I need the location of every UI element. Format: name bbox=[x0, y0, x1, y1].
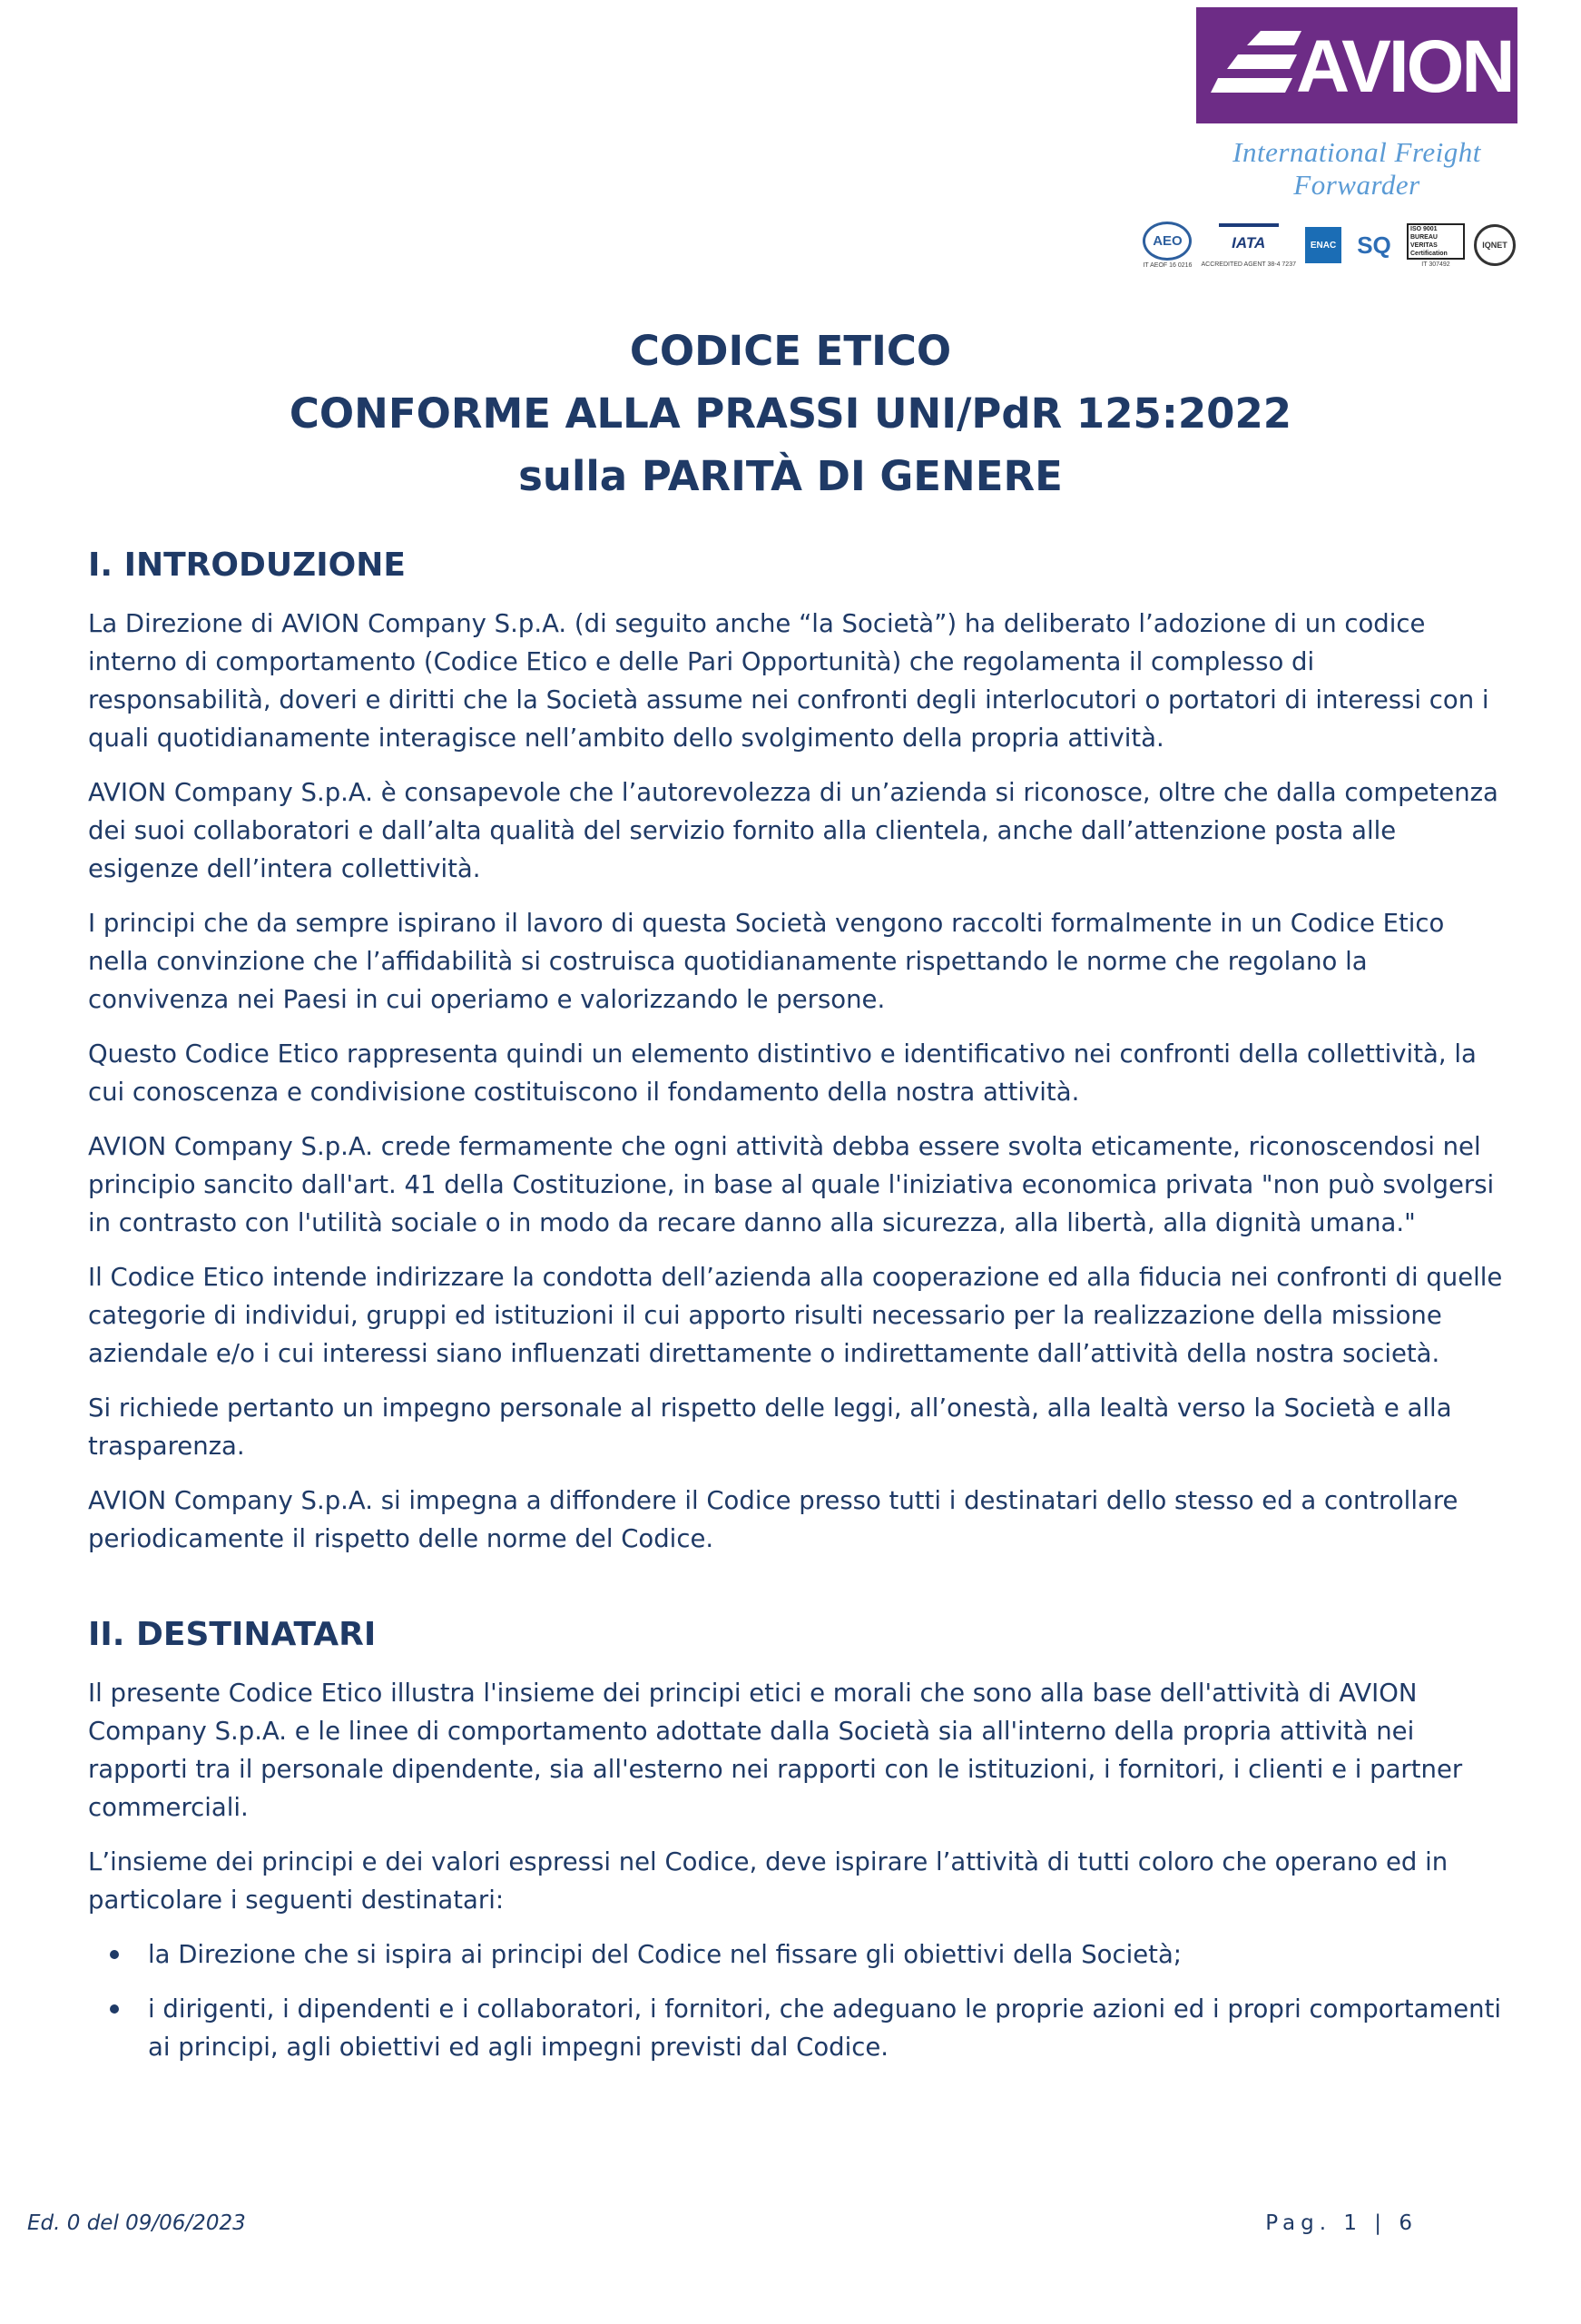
certification-logos bbox=[1143, 222, 1517, 269]
iqnet-cert-icon: IQNET bbox=[1474, 222, 1516, 269]
logo-brand: AVION bbox=[1296, 25, 1513, 108]
bureau-veritas-cert-icon: ISO 9001 BUREAU VERITAS Certification IT 307492 bbox=[1407, 222, 1465, 269]
recipients-list bbox=[88, 1935, 1504, 2066]
intro-paragraph: Si richiede pertanto un impegno personale al rispetto delle leggi, all’onestà, alla lealtà verso la Società e alla trasparenza. bbox=[88, 1393, 1452, 1461]
intro-paragraph: AVION Company S.p.A. crede fermamente che ogni attività debba essere svolta eticamente, riconoscendosi nel principio sancito dall'art. 41 della Costituzione, in base al quale l'iniziativa economica privata "non può svolgersi in contrasto con l'utilità sociale o in modo da recare danno alla sicurezza, alla libertà, alla dignità umana." bbox=[88, 1132, 1495, 1237]
company-logo bbox=[1143, 7, 1517, 269]
title-line-2: CONFORME ALLA PRASSI UNI/PdR 125:2022 bbox=[289, 389, 1292, 438]
page-footer bbox=[27, 2211, 1418, 2240]
intro-paragraph: I principi che da sempre ispirano il lavoro di questa Società vengono raccolti formalmente in un Codice Etico nella convinzione che l’affidabilità si costruisca quotidianamente rispettando le norme che regolano la convivenza nei Paesi in cui operiamo e valorizzando le persone. bbox=[88, 909, 1445, 1014]
recipients-paragraph: Il presente Codice Etico illustra l'insieme dei principi etici e morali che sono alla base dell'attività di AVION Company S.p.A. e le linee di comportamento adottate dalla Società sia all'interno della propria attività nei rapporti tra il personale dipendente, sia all'esterno nei rapporti con le istituzioni, i fornitori, i clienti e i partner commerciali. bbox=[88, 1679, 1463, 1822]
intro-paragraph: Questo Codice Etico rappresenta quindi un elemento distintivo e identificativo nei confronti della collettività, la cui conoscenza e condivisione costituiscono il fondamento della nostra attività. bbox=[88, 1039, 1477, 1107]
aeo-cert-icon: AEO IT AEOF 16 0216 bbox=[1143, 222, 1192, 269]
page-number: Pag. 1 | 6 bbox=[1265, 2211, 1418, 2235]
bullet-icon bbox=[110, 1950, 119, 1959]
list-item: la Direzione che si ispira ai principi del Codice nel fissare gli obiettivi della Società; bbox=[88, 1935, 1504, 1974]
document-title bbox=[0, 320, 1581, 507]
recipients-paragraph: L’insieme dei principi e dei valori espressi nel Codice, deve ispirare l’attività di tutti coloro che operano ed in particolare i seguenti destinatari: bbox=[88, 1847, 1448, 1915]
avion-logo-box bbox=[1196, 7, 1517, 123]
intro-paragraph: La Direzione di AVION Company S.p.A. (di seguito anche “la Società”) ha deliberato l’adozione di un codice interno di comportamento (Codice Etico e delle Pari Opportunità) che regolamenta il complesso di responsabilità, doveri e diritti che la Società assume nei confronti degli interlocutori o portatori di interessi con i quali quotidianamente interagisce nell’ambito dello svolgimento della propria attività. bbox=[88, 609, 1489, 753]
section-heading-introduzione: I. INTRODUZIONE bbox=[88, 547, 406, 584]
logo-tagline: International Freight Forwarder bbox=[1232, 136, 1481, 201]
sq-cert-icon: SQ bbox=[1357, 231, 1391, 259]
enac-cert-icon: ENAC bbox=[1305, 222, 1341, 269]
intro-paragraph: Il Codice Etico intende indirizzare la condotta dell’azienda alla cooperazione ed alla fiducia nei confronti di quelle categorie di individui, gruppi ed istituzioni il cui apporto risulti necessario per la realizzazione della missione aziendale e/o i cui interessi siano influenzati direttamente o indirettamente dall’attività della nostra società. bbox=[88, 1263, 1503, 1368]
list-item: i dirigenti, i dipendenti e i collaboratori, i fornitori, che adeguano le proprie azioni ed i propri comportamenti ai principi, agli obiettivi ed agli impegni previsti dal Codice. bbox=[88, 1990, 1504, 2066]
document-body bbox=[88, 543, 1504, 2066]
edition-label: Ed. 0 del 09/06/2023 bbox=[27, 2211, 246, 2235]
section-heading-destinatari: II. DESTINATARI bbox=[88, 1616, 377, 1653]
title-line-3: sulla PARITÀ DI GENERE bbox=[518, 452, 1063, 500]
iata-cert-icon: IATA ACCREDITED AGENT 38-4 7237 bbox=[1201, 222, 1296, 269]
intro-paragraph: AVION Company S.p.A. si impegna a diffondere il Codice presso tutti i destinatari dello stesso ed a controllare periodicamente il rispetto delle norme del Codice. bbox=[88, 1486, 1458, 1553]
bullet-icon bbox=[110, 2004, 119, 2014]
title-line-1: CODICE ETICO bbox=[629, 327, 952, 375]
intro-paragraph: AVION Company S.p.A. è consapevole che l’autorevolezza di un’azienda si riconosce, oltre che dalla competenza dei suoi collaboratori e dall’alta qualità del servizio fornito alla clientela, anche dall’attenzione posta alle esigenze dell’intera collettività. bbox=[88, 778, 1498, 883]
